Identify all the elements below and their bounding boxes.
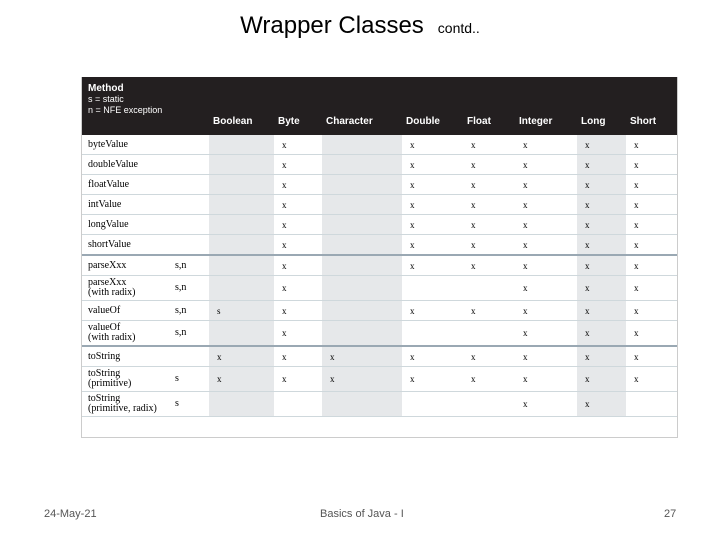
support-mark-cell [322,392,402,417]
support-mark-cell: x [626,215,677,235]
column-header: Double [402,77,463,135]
method-flags-cell: s,n [170,276,209,301]
footer-date: 24-May-21 [44,508,97,520]
wrapper-methods-table [82,77,677,417]
support-mark-cell: x [577,215,626,235]
support-mark-cell: x [274,195,322,215]
support-mark-cell: x [577,195,626,215]
support-mark-cell [209,276,274,301]
column-header: Boolean [209,77,274,135]
support-mark-cell [274,392,322,417]
support-mark-cell [209,155,274,175]
method-name-cell: toString (primitive) [82,367,170,392]
legend-nfe: n = NFE exception [88,105,163,115]
support-mark-cell [322,235,402,256]
support-mark-cell: x [626,301,677,321]
column-header: Long [577,77,626,135]
support-mark-cell [322,301,402,321]
support-mark-cell [463,276,515,301]
table-header-row [82,77,677,135]
support-mark-cell: x [463,346,515,367]
support-mark-cell: x [626,367,677,392]
support-mark-cell: x [577,235,626,256]
support-mark-cell: x [402,135,463,155]
support-mark-cell: x [515,235,577,256]
support-mark-cell: x [463,175,515,195]
support-mark-cell [463,321,515,347]
support-mark-cell [322,175,402,195]
support-mark-cell: x [577,255,626,276]
method-flags-cell [170,175,209,195]
table-row [82,175,677,195]
support-mark-cell: x [626,235,677,256]
method-name-cell: floatValue [82,175,170,195]
support-mark-cell [209,195,274,215]
support-mark-cell: x [402,255,463,276]
support-mark-cell: x [577,367,626,392]
slide-title-sub: contd.. [437,20,480,36]
table-row [82,235,677,256]
support-mark-cell: x [402,301,463,321]
support-mark-cell: s [209,301,274,321]
support-mark-cell: x [626,175,677,195]
support-mark-cell: x [463,215,515,235]
support-mark-cell: x [577,175,626,195]
support-mark-cell: x [577,321,626,347]
support-mark-cell: x [577,276,626,301]
support-mark-cell: x [274,276,322,301]
method-name-cell: toString (primitive, radix) [82,392,170,417]
support-mark-cell: x [515,195,577,215]
column-header: Byte [274,77,322,135]
method-flags-cell: s,n [170,301,209,321]
support-mark-cell [402,276,463,301]
table-row [82,195,677,215]
support-mark-cell: x [402,235,463,256]
support-mark-cell: x [209,346,274,367]
support-mark-cell [209,321,274,347]
method-flags-cell [170,215,209,235]
table-row [82,321,677,347]
support-mark-cell: x [274,175,322,195]
slide-title-main: Wrapper Classes [240,12,424,39]
support-mark-cell: x [515,392,577,417]
method-flags-cell: s,n [170,321,209,347]
support-mark-cell: x [577,135,626,155]
support-mark-cell [322,135,402,155]
support-mark-cell: x [515,301,577,321]
support-mark-cell: x [626,135,677,155]
support-mark-cell [322,195,402,215]
column-header: Integer [515,77,577,135]
footer-title: Basics of Java - I [320,508,404,520]
support-mark-cell [322,321,402,347]
method-name-cell: doubleValue [82,155,170,175]
support-mark-cell: x [515,321,577,347]
method-name-cell: longValue [82,215,170,235]
method-flags-cell [170,235,209,256]
support-mark-cell: x [274,235,322,256]
slide-title [0,12,720,40]
support-mark-cell: x [274,155,322,175]
method-flags-cell [170,346,209,367]
column-header: Short [626,77,677,135]
support-mark-cell [463,392,515,417]
table-row [82,155,677,175]
method-flags-cell: s [170,392,209,417]
support-mark-cell: x [463,301,515,321]
support-mark-cell [402,392,463,417]
support-mark-cell: x [463,155,515,175]
method-name-cell: shortValue [82,235,170,256]
support-mark-cell [209,175,274,195]
support-mark-cell: x [402,215,463,235]
support-mark-cell: x [577,301,626,321]
table-row [82,301,677,321]
support-mark-cell [322,155,402,175]
method-header-title: Method [88,83,124,94]
support-mark-cell: x [274,367,322,392]
support-mark-cell: x [626,255,677,276]
method-flags-cell [170,195,209,215]
method-name-cell: parseXxx [82,255,170,276]
support-mark-cell: x [274,346,322,367]
support-mark-cell: x [577,392,626,417]
support-mark-cell: x [463,235,515,256]
table-row [82,255,677,276]
support-mark-cell [209,135,274,155]
support-mark-cell: x [322,367,402,392]
support-mark-cell: x [515,346,577,367]
support-mark-cell: x [626,321,677,347]
support-mark-cell: x [515,255,577,276]
support-mark-cell: x [322,346,402,367]
support-mark-cell [402,321,463,347]
support-mark-cell [322,255,402,276]
support-mark-cell: x [515,175,577,195]
column-header: Character [322,77,402,135]
table-row [82,346,677,367]
method-flags-cell: s [170,367,209,392]
method-column-header [82,77,209,135]
support-mark-cell: x [515,155,577,175]
table-row [82,135,677,155]
method-name-cell: intValue [82,195,170,215]
support-mark-cell [209,255,274,276]
support-mark-cell [322,276,402,301]
method-name-cell: byteValue [82,135,170,155]
support-mark-cell: x [577,155,626,175]
method-flags-cell [170,155,209,175]
support-mark-cell: x [626,155,677,175]
table-row [82,367,677,392]
support-mark-cell: x [626,195,677,215]
support-mark-cell: x [274,301,322,321]
method-name-cell: valueOf (with radix) [82,321,170,347]
table-body [82,135,677,417]
table-row [82,392,677,417]
support-mark-cell: x [515,276,577,301]
support-mark-cell [626,392,677,417]
support-mark-cell: x [577,346,626,367]
support-mark-cell: x [626,346,677,367]
support-mark-cell [209,392,274,417]
support-mark-cell: x [402,346,463,367]
support-mark-cell [209,215,274,235]
support-mark-cell: x [209,367,274,392]
support-mark-cell: x [402,367,463,392]
support-mark-cell: x [463,135,515,155]
method-flags-cell [170,135,209,155]
table-row [82,276,677,301]
method-name-cell: parseXxx (with radix) [82,276,170,301]
support-mark-cell: x [463,255,515,276]
support-mark-cell: x [274,135,322,155]
wrapper-methods-table-figure [81,77,678,438]
legend-static: s = static [88,94,124,104]
support-mark-cell: x [626,276,677,301]
support-mark-cell: x [402,175,463,195]
support-mark-cell: x [515,367,577,392]
method-name-cell: valueOf [82,301,170,321]
support-mark-cell: x [515,215,577,235]
support-mark-cell: x [274,215,322,235]
support-mark-cell [322,215,402,235]
support-mark-cell: x [463,367,515,392]
table-row [82,215,677,235]
method-name-cell: toString [82,346,170,367]
support-mark-cell: x [274,321,322,347]
page-number: 27 [664,508,677,520]
method-flags-cell: s,n [170,255,209,276]
support-mark-cell [209,235,274,256]
support-mark-cell: x [515,135,577,155]
column-header: Float [463,77,515,135]
support-mark-cell: x [463,195,515,215]
support-mark-cell: x [402,195,463,215]
support-mark-cell: x [274,255,322,276]
support-mark-cell: x [402,155,463,175]
